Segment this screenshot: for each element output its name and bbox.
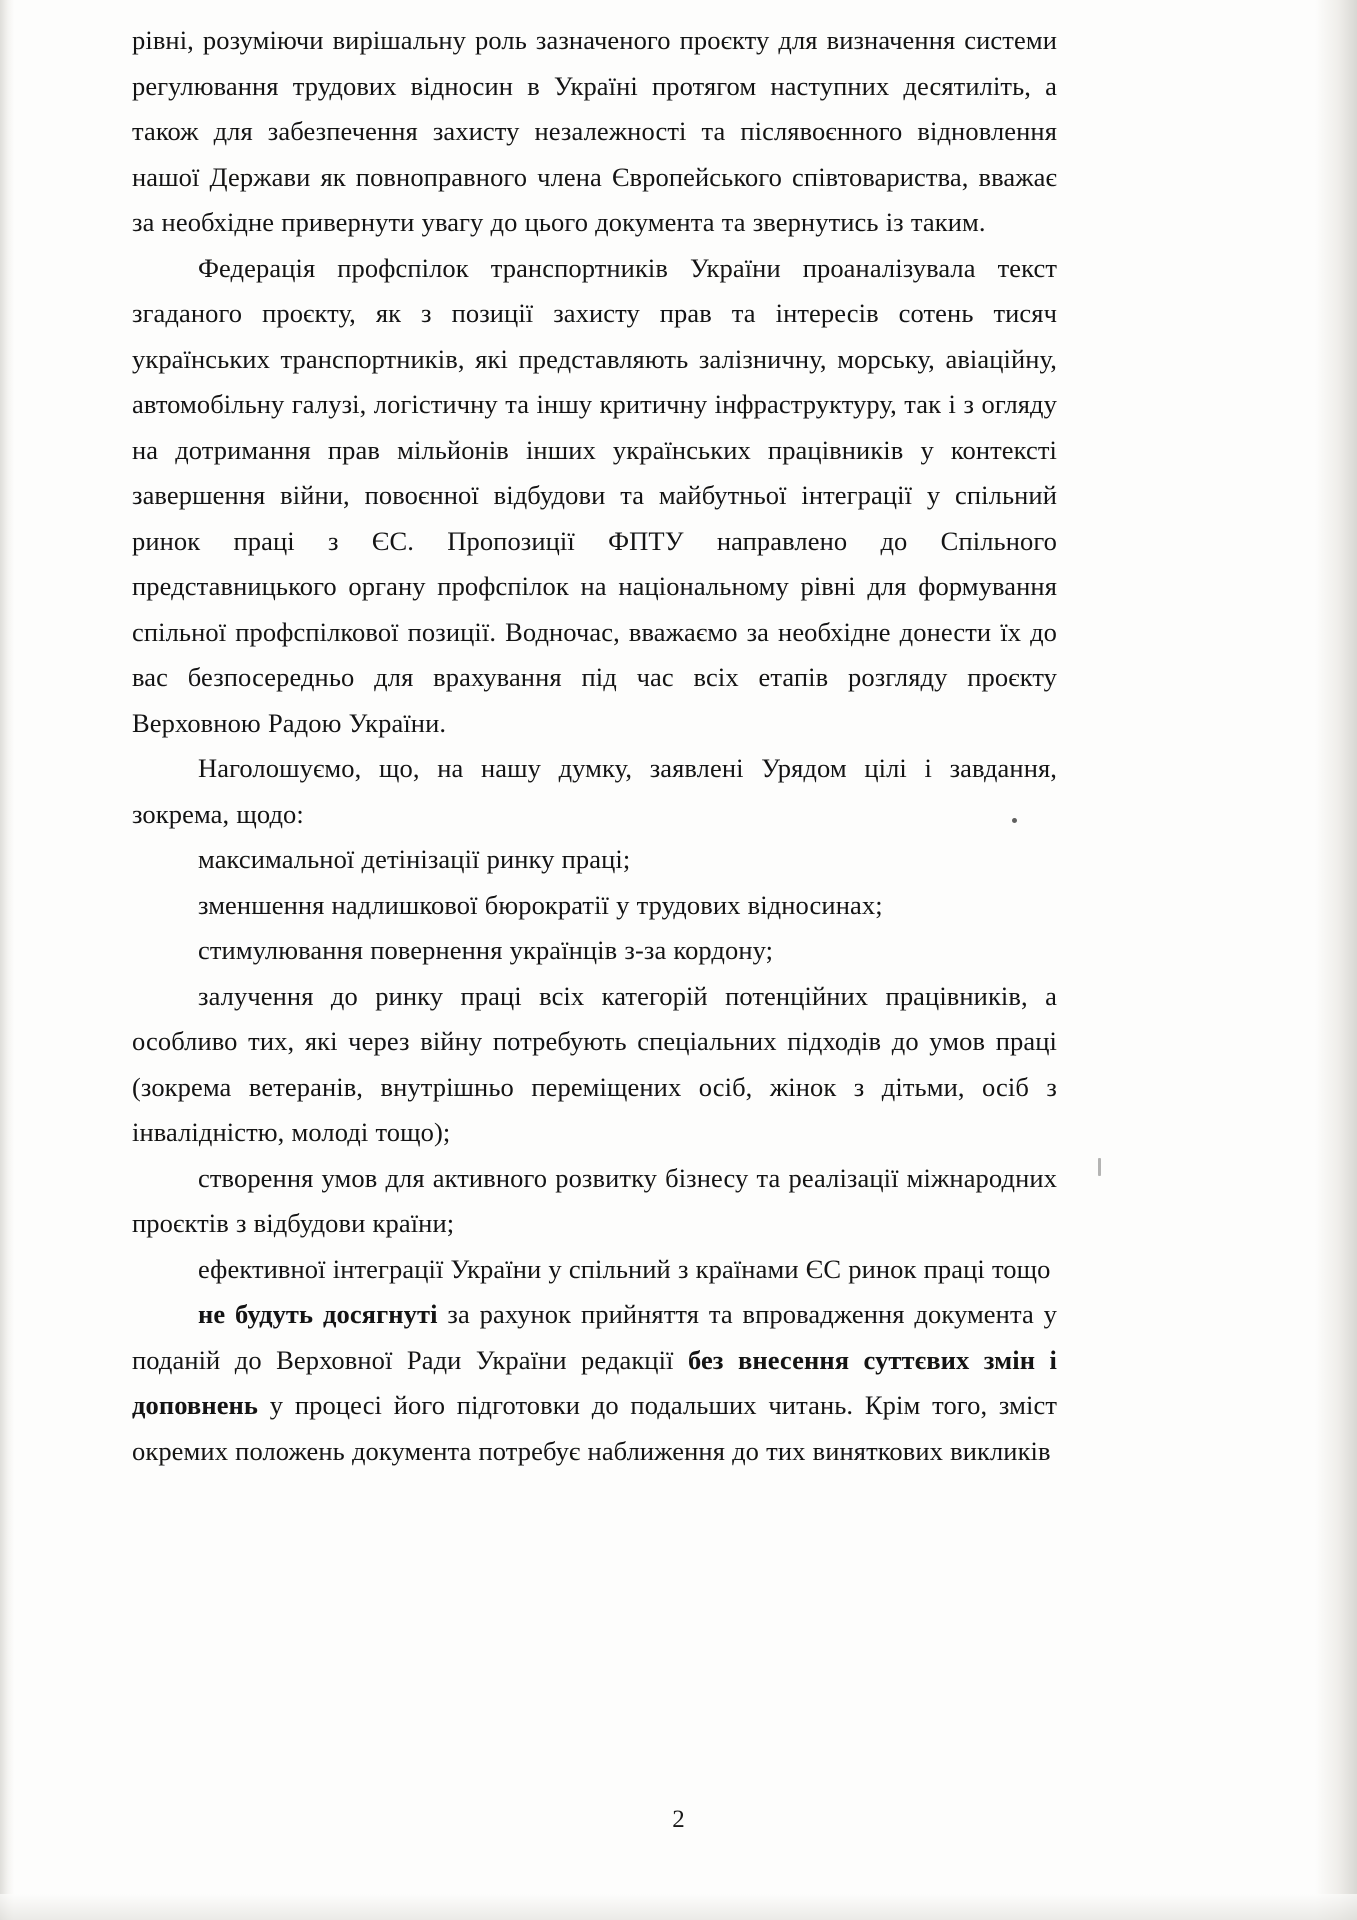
- conclusion-segment-bold-2: без внесення суттєвих змін і доповнень: [132, 1344, 1057, 1420]
- goal-item-4: залучення до ринку праці всіх категорій потенційних працівників, а особливо тих, які через війну потребують спеціальних підходів до умов праці (зокрема ветеранів, внутрішньо переміщених осіб, жінок з дітьми, осіб з інвалідністю, молоді тощо);: [132, 980, 1057, 1147]
- scan-edge-shadow-left: [0, 0, 14, 1920]
- paragraph-conclusion: [132, 1292, 1057, 1474]
- conclusion-segment-bold-1: не будуть досягнуті: [198, 1299, 438, 1329]
- goal-item-6: ефективної інтеграції України у спільний з країнами ЄС ринок праці тощо: [198, 1253, 1051, 1284]
- scan-edge-shadow-right: [1315, 0, 1357, 1920]
- scan-edge-shadow-bottom: [0, 1894, 1357, 1920]
- scan-speck: [1098, 1158, 1101, 1176]
- conclusion-segment-plain-2: у процесі його підготовки до подальших читань. Крім того, зміст окремих положень документа потребує наближення до тих виняткових викликів: [132, 1390, 1057, 1466]
- goal-item-5: створення умов для активного розвитку бізнесу та реалізації міжнародних проєктів з відбудови країни;: [132, 1162, 1057, 1238]
- conclusion-segment-plain-1: за рахунок прийняття та впровадження документа у поданій до Верховної Ради України редакції: [132, 1299, 1057, 1375]
- page-number: 2: [672, 1806, 685, 1833]
- paragraph-federation-analysis: Федерація профспілок транспортників України проаналізувала текст згаданого проєкту, як з позиції захисту прав та інтересів сотень тисяч українських транспортників, які представляють залізничну, морську, авіаційну, автомобільну галузі, логістичну та іншу критичну інфраструктуру, так і з огляду на дотримання прав мільйонів інших українських працівників у контексті завершення війни, повоєнної відбудови та майбутньої інтеграції у спільний ринок праці з ЄС. Пропозиції ФПТУ направлено до Спільного представницького органу профспілок на національному рівні для формування спільної профспілкової позиції. Водночас, вважаємо за необхідне донести їх до вас безпосередньо для врахування під час всіх етапів розгляду проєкту Верховною Радою України.: [132, 252, 1057, 738]
- paragraph-continuation: рівні, розуміючи вирішальну роль зазначеного проєкту для визначення системи регулювання трудових відносин в Україні протягом наступних десятиліть, а також для забезпечення захисту незалежності та післявоєнного відновлення нашої Держави як повноправного члена Європейського співтовариства, вважає за необхідне привернути увагу до цього документа та звернутись із таким.: [132, 25, 1057, 237]
- paragraph-emphasis-intro: Наголошуємо, що, на нашу думку, заявлені Урядом цілі і завдання, зокрема, щодо:: [132, 753, 1057, 829]
- goal-item-1: максимальної детінізації ринку праці;: [198, 844, 631, 874]
- goal-item-3: стимулювання повернення українців з-за кордону;: [198, 935, 774, 965]
- goal-item-2: зменшення надлишкової бюрократії у трудових відносинах;: [198, 889, 883, 920]
- document-body: [132, 18, 1057, 1474]
